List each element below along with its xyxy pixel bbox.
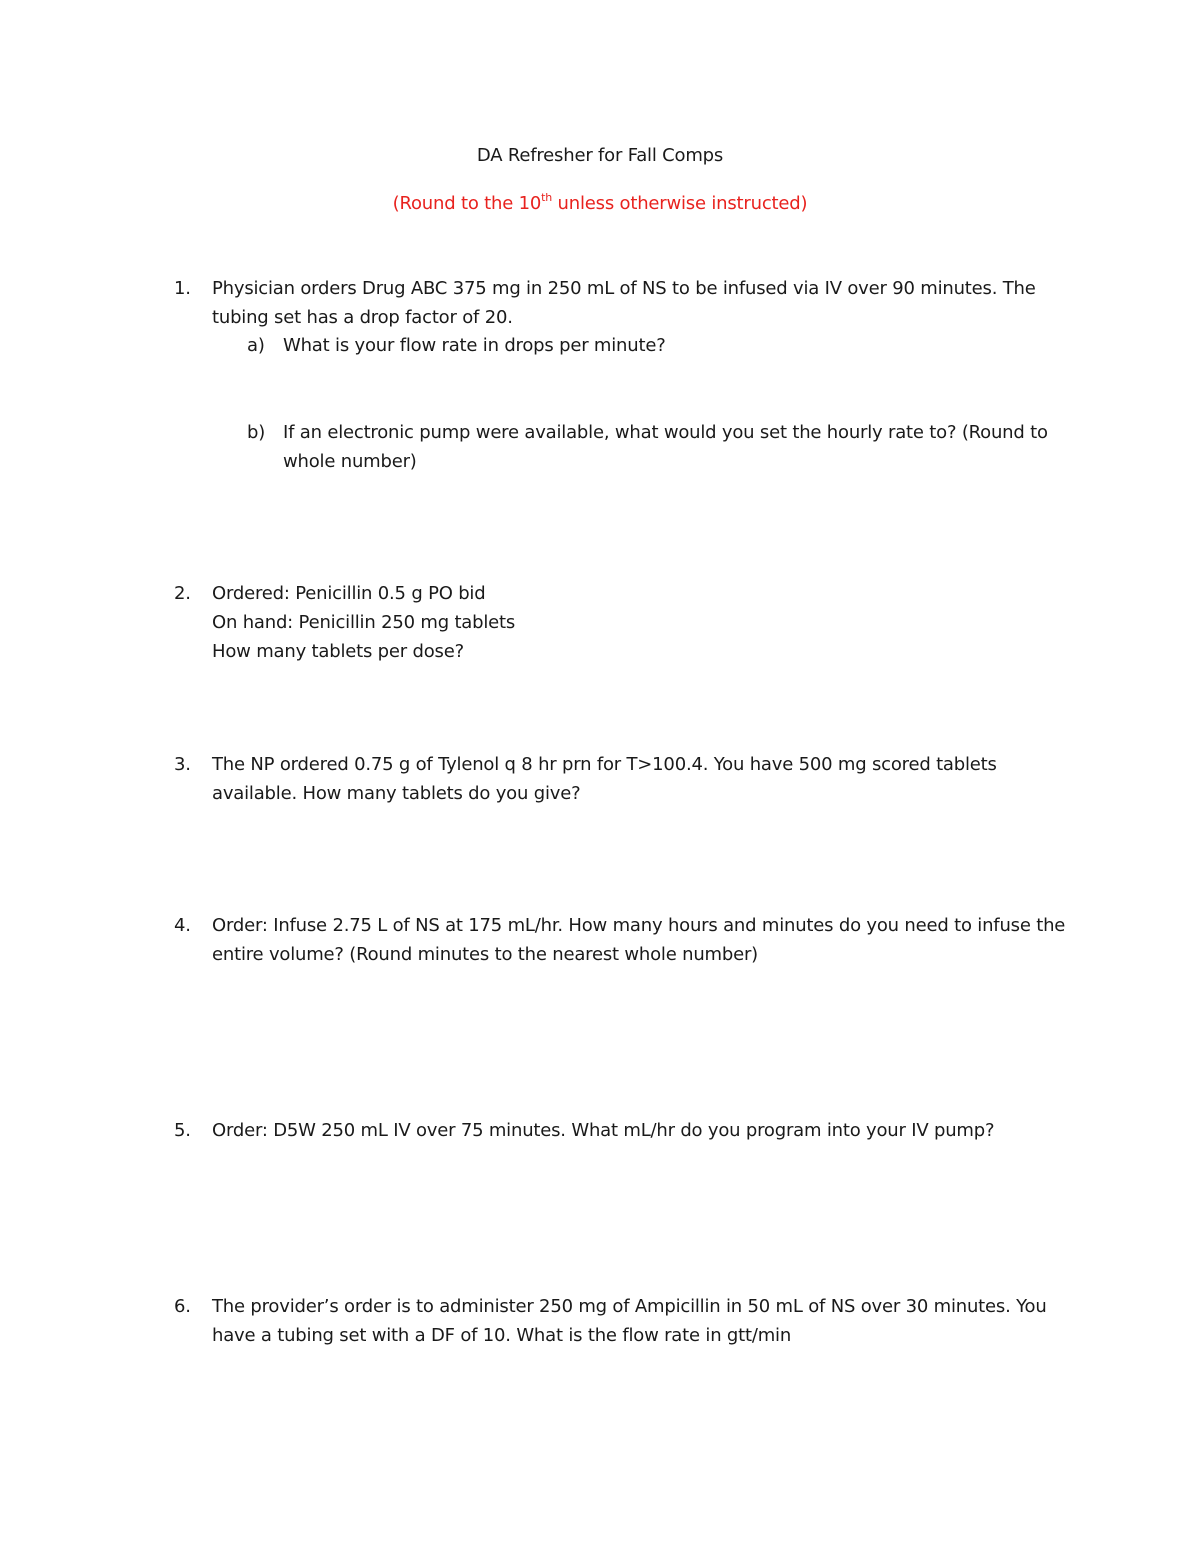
question-text-line: Physician orders Drug ABC 375 mg in 250 mL of NS to be infused via IV over 90 minutes. The <box>212 278 1036 299</box>
part-text-line: If an electronic pump were available, what would you set the hourly rate to? (Round to <box>283 422 1048 443</box>
part-text-line: What is your flow rate in drops per minute? <box>283 335 666 356</box>
question-4 <box>174 911 1074 969</box>
question-2 <box>174 579 1074 666</box>
part-text-line: whole number) <box>283 451 417 472</box>
question-5 <box>174 1116 1074 1145</box>
question-number: 5. <box>174 1120 191 1141</box>
question-text-line: Ordered: Penicillin 0.5 g PO bid <box>212 583 486 604</box>
question-text-line: The provider’s order is to administer 250 mg of Ampicillin in 50 mL of NS over 30 minutes. You <box>212 1296 1047 1317</box>
question-1 <box>174 274 1074 332</box>
question-text-line: available. How many tablets do you give? <box>212 783 581 804</box>
question-1-part-a <box>247 331 1067 360</box>
rounding-instruction-text: (Round to the 10 <box>392 193 542 214</box>
part-letter: a) <box>247 335 265 356</box>
question-text-line: The NP ordered 0.75 g of Tylenol q 8 hr prn for T>100.4. You have 500 mg scored tablets <box>212 754 997 775</box>
ordinal-suffix: th <box>541 191 553 204</box>
question-3 <box>174 750 1074 808</box>
question-number: 4. <box>174 915 191 936</box>
question-text-line: have a tubing set with a DF of 10. What is the flow rate in gtt/min <box>212 1325 792 1346</box>
question-text-line: entire volume? (Round minutes to the nearest whole number) <box>212 944 758 965</box>
rounding-instruction <box>0 187 1200 216</box>
question-1-part-b <box>247 418 1067 476</box>
question-number: 6. <box>174 1296 191 1317</box>
question-text-line: Order: Infuse 2.75 L of NS at 175 mL/hr. How many hours and minutes do you need to infuse the <box>212 915 1066 936</box>
question-number: 3. <box>174 754 191 775</box>
question-text-line: On hand: Penicillin 250 mg tablets <box>212 612 516 633</box>
question-number: 1. <box>174 278 191 299</box>
part-letter: b) <box>247 422 266 443</box>
question-6 <box>174 1292 1074 1350</box>
rounding-instruction-text-end: unless otherwise instructed) <box>552 193 808 214</box>
question-text-line: tubing set has a drop factor of 20. <box>212 307 513 328</box>
question-text-line: Order: D5W 250 mL IV over 75 minutes. What mL/hr do you program into your IV pump? <box>212 1120 995 1141</box>
question-number: 2. <box>174 583 191 604</box>
document-title: DA Refresher for Fall Comps <box>476 145 724 166</box>
question-text-line: How many tablets per dose? <box>212 641 464 662</box>
